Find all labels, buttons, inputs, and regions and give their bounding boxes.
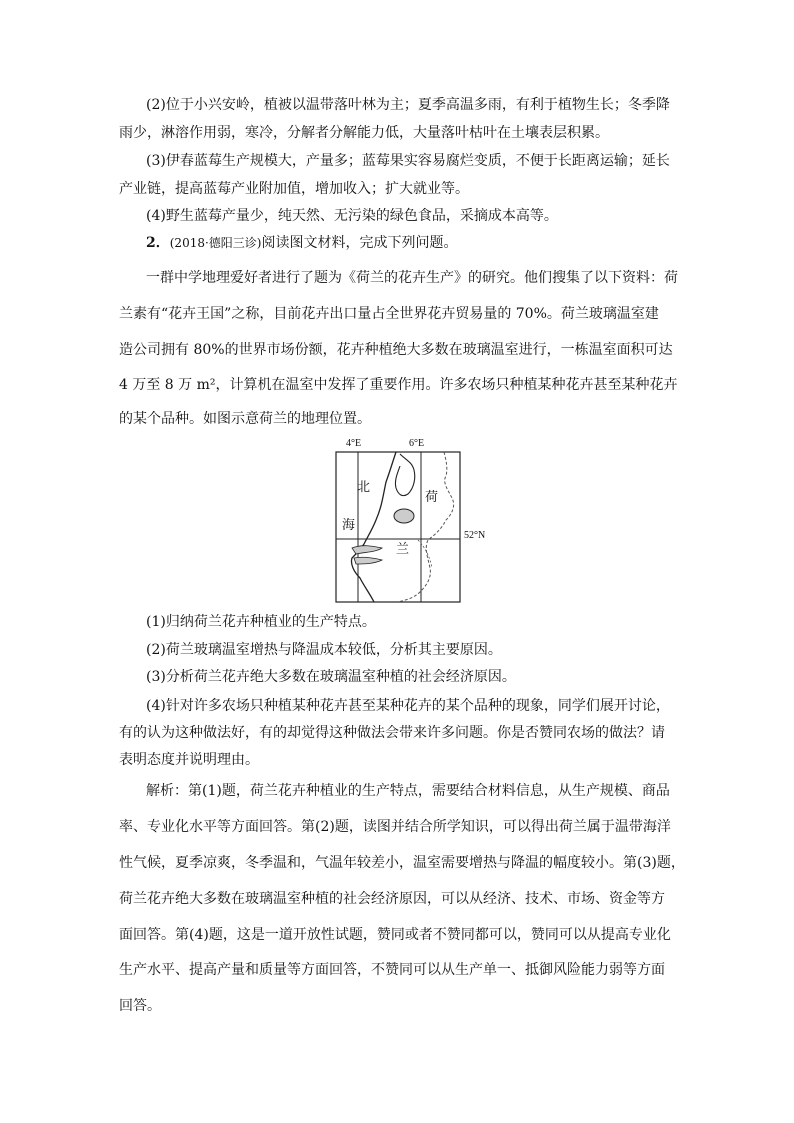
latitude-label-52n: 52°N: [464, 530, 486, 541]
analysis-line-3: 性气候，夏季凉爽，冬季温和，气温年较差小，温室需要增热与降温的幅度较小。第(3)题，: [119, 855, 685, 871]
longitude-label-4e: 4°E: [346, 438, 362, 449]
analysis-line-1: 解析：第(1)题，荷兰花卉种植业的生产特点，需要结合材料信息，从生产规模、商品: [146, 783, 670, 799]
analysis-line-6: 生产水平、提高产量和质量等方面回答，不赞同可以从生产单一、抵御风险能力弱等方面: [119, 962, 665, 978]
question-source: (2018·德阳三诊): [169, 236, 262, 250]
question-4-line-3: 表明态度并说明理由。: [119, 752, 259, 768]
map-label-bei: 北: [357, 480, 371, 495]
analysis-line-4: 荷兰花卉绝大多数在玻璃温室种植的社会经济原因，可以从经济、技术、市场、资金等方: [119, 891, 665, 907]
material-line-3: 造公司拥有 80%的世界市场份额，花卉种植绝大多数在玻璃温室进行，一栋温室面积可达: [119, 342, 673, 358]
question-4-line-1: (4)针对许多农场只种植某种花卉甚至某种花卉的某个品种的现象，同学们展开讨论，: [146, 698, 670, 714]
netherlands-location-map: [334, 436, 462, 604]
answer-2-line-2: 雨少，淋溶作用弱，寒冷，分解者分解能力低，大量落叶枯叶在土壤表层积累。: [119, 125, 609, 141]
question-number: 2．: [146, 235, 170, 251]
answer-3-line-1: (3)伊春蓝莓生产规模大，产量多；蓝莓果实容易腐烂变质，不便于长距离运输；延长: [146, 153, 670, 169]
material-line-4: 4 万至 8 万 m²，计算机在温室中发挥了重要作用。许多农场只种植某种花卉甚至某种花卉: [119, 377, 678, 393]
question-1: (1)归纳荷兰花卉种植业的生产特点。: [146, 614, 376, 630]
material-line-5: 的某个品种。如图示意荷兰的地理位置。: [119, 411, 371, 427]
answer-4-line-1: (4)野生蓝莓产量少，纯天然、无污染的绿色食品，采摘成本高等。: [146, 208, 558, 224]
question-2: (2)荷兰玻璃温室增热与降温成本较低，分析其主要原因。: [146, 642, 502, 658]
material-line-1: 一群中学地理爱好者进行了题为《荷兰的花卉生产》的研究。他们搜集了以下资料：荷: [146, 270, 678, 286]
question-4-line-2: 有的认为这种做法好，有的却觉得这种做法会带来许多问题。你是否赞同农场的做法？请: [119, 725, 665, 741]
question-instruction: 阅读图文材料，完成下列问题。: [261, 235, 458, 251]
map-label-lan: 兰: [396, 542, 410, 557]
map-label-hai: 海: [342, 518, 356, 533]
answer-2-line-1: (2)位于小兴安岭，植被以温带落叶林为主；夏季高温多雨，有利于植物生长；冬季降: [146, 97, 670, 113]
analysis-line-2: 率、专业化水平等方面回答。第(2)题，读图并结合所学知识，可以得出荷兰属于温带海洋: [119, 819, 671, 835]
question-header: [146, 233, 457, 253]
longitude-label-6e: 6°E: [409, 438, 425, 449]
question-3: (3)分析荷兰花卉绝大多数在玻璃温室种植的社会经济原因。: [146, 669, 516, 685]
analysis-line-7: 回答。: [119, 998, 161, 1014]
material-line-2: 兰素有“花卉王国”之称，目前花卉出口量占全世界花卉贸易量的 70%。荷兰玻璃温室建: [119, 306, 659, 322]
map-label-he: 荷: [425, 490, 439, 505]
analysis-line-5: 面回答。第(4)题，这是一道开放性试题，赞同或者不赞同都可以，赞同可以从提高专业化: [119, 927, 671, 943]
answer-3-line-2: 产业链，提高蓝莓产业附加值，增加收入；扩大就业等。: [119, 181, 469, 197]
